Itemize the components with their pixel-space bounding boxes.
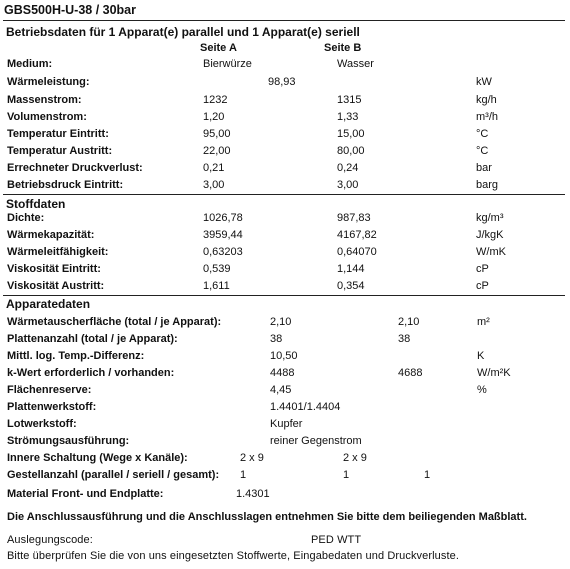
betrieb-row-label: Massenstrom: [7, 94, 82, 106]
apparat-row-label: Mittl. log. Temp.-Differenz: [7, 350, 145, 362]
apparat-unit: K [477, 350, 485, 362]
betrieb-seite-a-value: 3,00 [203, 179, 225, 191]
betrieb-unit: barg [476, 179, 499, 191]
apparatedaten-heading: Apparatedaten [6, 297, 91, 311]
apparat-row-label: Flächenreserve: [7, 384, 92, 396]
apparat-row-label: Wärmetauscherfläche (total / je Apparat): [7, 316, 222, 328]
stoff-row-label: Dichte: [7, 212, 45, 224]
betrieb-total-value: 98,93 [268, 76, 296, 88]
apparat-row-label: Plattenwerkstoff: [7, 401, 97, 413]
apparat-value-1: reiner Gegenstrom [270, 435, 362, 447]
schaltung-label: Innere Schaltung (Wege x Kanäle): [7, 452, 188, 464]
betrieb-seite-a-value: 1,20 [203, 111, 225, 123]
divider-apparatedaten [3, 295, 565, 296]
betrieb-seite-a-value: 22,00 [203, 145, 231, 157]
stoff-unit: cP [476, 263, 489, 275]
stoff-row-label: Viskosität Austritt: [7, 280, 105, 292]
apparat-row-label: Plattenanzahl (total / je Apparat): [7, 333, 178, 345]
stoff-seite-a-value: 1026,78 [203, 212, 243, 224]
seite-a-header: Seite A [200, 42, 237, 54]
auslegung-label: Auslegungscode: [7, 534, 93, 546]
betrieb-seite-b-value: 1315 [337, 94, 362, 106]
schaltung-a-value: 2 x 9 [240, 452, 264, 464]
stoff-seite-b-value: 0,64070 [337, 246, 377, 258]
betrieb-row-label: Medium: [7, 58, 53, 70]
auslegung-value: PED WTT [311, 534, 362, 546]
betrieb-seite-b-value: 0,24 [337, 162, 359, 174]
apparat-value-2: 4688 [398, 367, 423, 379]
gestell-gesamt-value: 1 [424, 469, 431, 481]
stoff-seite-b-value: 0,354 [337, 280, 365, 292]
apparat-unit: W/m²K [477, 367, 511, 379]
apparat-value-1: 4488 [270, 367, 295, 379]
hinweis-note: Bitte überprüfen Sie die von uns eingesetzten Stoffwerte, Eingabedaten und Druckverluste. [7, 550, 460, 562]
apparat-value-1: 10,50 [270, 350, 298, 362]
apparat-value-1: Kupfer [270, 418, 303, 430]
apparat-value-1: 1.4401/1.4404 [270, 401, 341, 413]
stoff-unit: cP [476, 280, 489, 292]
stoff-seite-a-value: 0,63203 [203, 246, 243, 258]
apparat-unit: % [477, 384, 487, 396]
divider-top [3, 20, 565, 21]
stoff-seite-b-value: 987,83 [337, 212, 371, 224]
apparat-value-1: 2,10 [270, 316, 292, 328]
seite-b-header: Seite B [324, 42, 362, 54]
betrieb-seite-b-value: Wasser [337, 58, 374, 70]
gestell-label: Gestellanzahl (parallel / seriell / gesamt): [7, 469, 220, 481]
betrieb-seite-b-value: 80,00 [337, 145, 365, 157]
stoff-row-label: Wärmeleitfähigkeit: [7, 246, 109, 258]
material-value: 1.4301 [236, 488, 270, 500]
stoff-seite-a-value: 1,611 [203, 280, 230, 292]
betrieb-seite-a-value: 1232 [203, 94, 228, 106]
schaltung-b-value: 2 x 9 [343, 452, 367, 464]
betrieb-seite-a-value: Bierwürze [203, 58, 252, 70]
betrieb-row-label: Betriebsdruck Eintritt: [7, 179, 124, 191]
betrieb-unit: °C [476, 128, 489, 140]
betrieb-row-label: Temperatur Eintritt: [7, 128, 109, 140]
betrieb-seite-b-value: 15,00 [337, 128, 365, 140]
stoff-seite-b-value: 1,144 [337, 263, 365, 275]
betrieb-seite-b-value: 1,33 [337, 111, 359, 123]
apparat-row-label: k-Wert erforderlich / vorhanden: [7, 367, 175, 379]
document-title: GBS500H-U-38 / 30bar [4, 3, 137, 17]
betrieb-seite-a-value: 0,21 [203, 162, 225, 174]
betrieb-row-label: Volumenstrom: [7, 111, 87, 123]
betrieb-row-label: Temperatur Austritt: [7, 145, 113, 157]
betrieb-row-label: Errechneter Druckverlust: [7, 162, 143, 174]
apparat-value-2: 2,10 [398, 316, 420, 328]
material-label: Material Front- und Endplatte: [7, 488, 164, 500]
anschluss-note: Die Anschlussausführung und die Anschlusslagen entnehmen Sie bitte dem beiliegenden Maßblatt. [7, 511, 527, 523]
stoff-unit: kg/m³ [476, 212, 504, 224]
stoff-row-label: Viskosität Eintritt: [7, 263, 101, 275]
betrieb-row-label: Wärmeleistung: [7, 76, 90, 88]
apparat-unit: m² [477, 316, 490, 328]
apparat-value-2: 38 [398, 333, 411, 345]
stoff-row-label: Wärmekapazität: [7, 229, 95, 241]
stoff-seite-a-value: 3959,44 [203, 229, 243, 241]
betrieb-unit: °C [476, 145, 489, 157]
apparat-row-label: Strömungsausführung: [7, 435, 130, 447]
apparat-value-1: 38 [270, 333, 283, 345]
stoff-seite-a-value: 0,539 [203, 263, 231, 275]
betrieb-seite-a-value: 95,00 [203, 128, 231, 140]
gestell-parallel-value: 1 [240, 469, 247, 481]
stoff-unit: W/mK [476, 246, 506, 258]
stoffdaten-heading: Stoffdaten [6, 197, 66, 211]
divider-stoffdaten [3, 194, 565, 195]
betrieb-unit: kg/h [476, 94, 497, 106]
betriebsdaten-heading: Betriebsdaten für 1 Apparat(e) parallel und 1 Apparat(e) seriell [6, 25, 360, 39]
apparat-value-1: 4,45 [270, 384, 292, 396]
betrieb-unit: kW [476, 76, 492, 88]
betrieb-seite-b-value: 3,00 [337, 179, 359, 191]
betrieb-unit: bar [476, 162, 492, 174]
stoff-seite-b-value: 4167,82 [337, 229, 377, 241]
apparat-row-label: Lotwerkstoff: [7, 418, 77, 430]
betrieb-unit: m³/h [476, 111, 498, 123]
gestell-seriell-value: 1 [343, 469, 350, 481]
stoff-unit: J/kgK [476, 229, 504, 241]
